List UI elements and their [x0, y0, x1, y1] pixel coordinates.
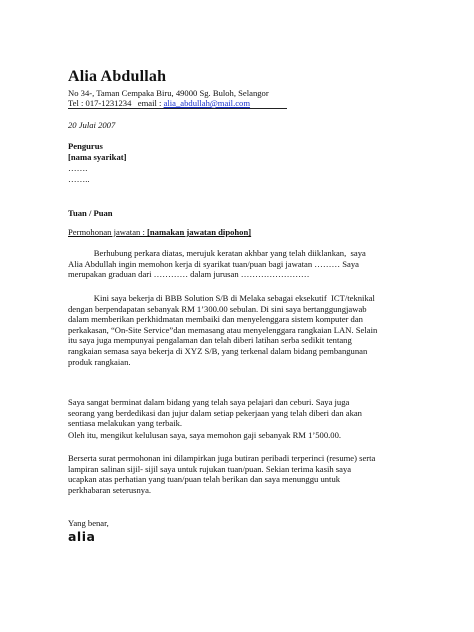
paragraph-interest — [68, 397, 408, 429]
recipient-address-line-1: ……. — [68, 163, 88, 173]
subject-position: [namakan jawatan dipohon] — [147, 227, 252, 237]
recipient-company: [nama syarikat] — [68, 152, 127, 162]
paragraph-line: merupakan graduan dari ………… dalam jurusan …………………… — [68, 269, 310, 280]
paragraph-line: seorang yang berdedikasi dan jujur dalam setiap pekerjaan yang telah diberi dan akan — [68, 407, 362, 418]
paragraph-line: Kini saya bekerja di BBB Solution S/B di Melaka sebagai eksekutif ICT/teknikal — [68, 293, 375, 303]
paragraph-line: dengan berpendapatan sebanyak RM 1’300.00 sebulan. Di sini saya bertanggungjawab — [68, 303, 367, 314]
signature: alia — [68, 529, 96, 544]
paragraph-line: perkhabaran seterusnya. — [68, 484, 152, 495]
recipient-title: Pengurus — [68, 141, 103, 151]
paragraph-line: itu saya juga mempunyai pengalaman dan telah diberi latihan serba sedikit tentang — [68, 335, 352, 346]
paragraph-line: Alia Abdullah ingin memohon kerja di syarikat tuan/puan bagi jawatan ……… Saya — [68, 258, 359, 269]
paragraph-line: perkakasan, “On-Site Service”dan memasang atau menyelenggara rangkaian LAN. Selain — [68, 324, 378, 335]
sender-name: Alia Abdullah — [68, 68, 167, 85]
sender-phone: Tel : 017-1231234 email : — [68, 98, 164, 108]
paragraph-line: sentiasa melakukan yang terbaik. — [68, 418, 183, 429]
paragraph-salary — [68, 430, 408, 441]
recipient-block — [68, 141, 126, 185]
paragraph-line: lampiran salinan sijil- sijil saya untuk rujukan tuan/puan. Sekian terima kasih saya — [68, 463, 352, 474]
subject-prefix: Permohonan jawatan : — [68, 227, 147, 237]
paragraph-line: produk rangkaian. — [68, 356, 131, 367]
salutation: Tuan / Puan — [68, 208, 113, 218]
sender-contact — [68, 98, 250, 108]
paragraph-line: Berserta surat permohonan ini dilampirkan juga butiran peribadi terperinci (resume) serta — [68, 453, 376, 463]
paragraph-experience — [68, 293, 408, 367]
paragraph-line: ucapkan atas perhatian yang tuan/puan telah berikan dan saya menunggu untuk — [68, 474, 341, 485]
letter-date: 20 Julai 2007 — [68, 120, 116, 130]
paragraph-line: rangkaian semasa saya bekerja di XYZ S/B, yang terkenal dalam bidang pembangunan — [68, 345, 368, 356]
paragraph-attachments — [68, 453, 408, 495]
paragraph-intro — [68, 248, 408, 280]
paragraph-line: Oleh itu, mengikut kelulusan saya, saya memohon gaji sebanyak RM 1’500.00. — [68, 430, 342, 440]
sender-email-link[interactable]: alia_abdullah@mail.com — [163, 98, 251, 108]
header-divider — [68, 108, 287, 109]
closing-phrase: Yang benar, — [68, 518, 109, 528]
recipient-address-line-2: …….. — [68, 174, 90, 184]
sender-address: No 34-, Taman Cempaka Biru, 49000 Sg. Buloh, Selangor — [68, 88, 269, 98]
subject-line — [68, 227, 251, 237]
paragraph-line: dalam memberikan perkhidmatan membaiki dan menyelenggara sistem komputer dan — [68, 314, 363, 325]
paragraph-line: Berhubung perkara diatas, merujuk keratan akhbar yang telah diiklankan, saya — [68, 248, 366, 258]
paragraph-line: Saya sangat berminat dalam bidang yang telah saya pelajari dan ceburi. Saya juga — [68, 397, 350, 407]
